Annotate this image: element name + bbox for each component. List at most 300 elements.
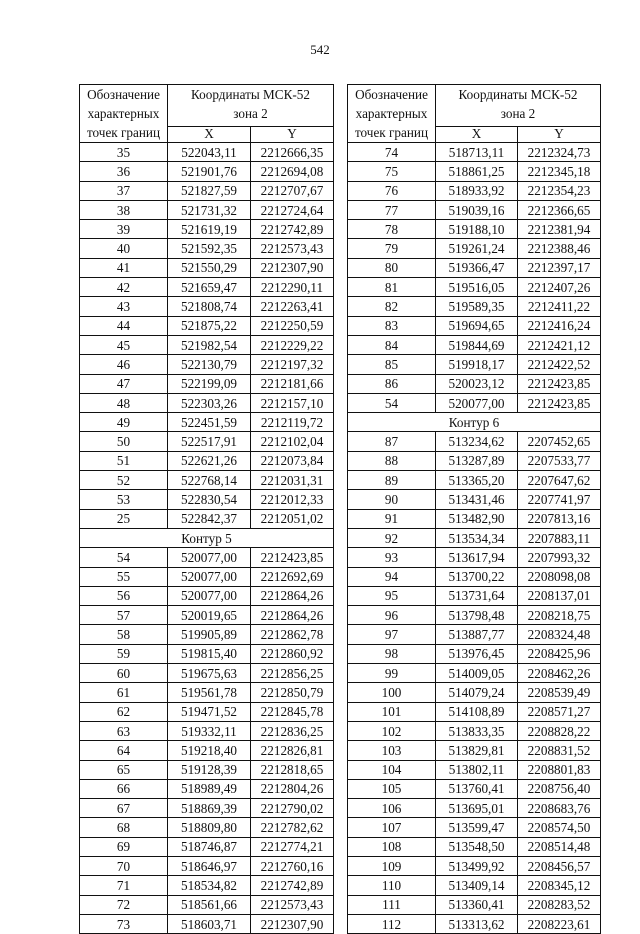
- x-coordinate-cell: 513365,20: [436, 471, 518, 490]
- x-coordinate-cell: 519844,69: [436, 335, 518, 354]
- y-coordinate-cell: 2212862,78: [251, 625, 334, 644]
- point-number-cell: 112: [348, 914, 436, 933]
- x-coordinate-cell: 521592,35: [168, 239, 251, 258]
- point-number-cell: 86: [348, 374, 436, 393]
- y-coordinate-cell: 2208574,50: [518, 818, 601, 837]
- x-coordinate-cell: 519218,40: [168, 741, 251, 760]
- x-coordinate-cell: 521619,19: [168, 220, 251, 239]
- x-coordinate-cell: 519128,39: [168, 760, 251, 779]
- table-row: [348, 471, 601, 490]
- y-coordinate-cell: 2208462,26: [518, 664, 601, 683]
- y-column-header: Y: [251, 126, 334, 142]
- y-coordinate-cell: 2212790,02: [251, 799, 334, 818]
- point-column-header: [80, 85, 168, 143]
- point-number-cell: 54: [348, 393, 436, 412]
- y-coordinate-cell: 2212354,23: [518, 181, 601, 200]
- x-coordinate-cell: 513287,89: [436, 451, 518, 470]
- point-number-cell: 57: [80, 606, 168, 625]
- point-number-cell: 94: [348, 567, 436, 586]
- x-column-header: X: [168, 126, 251, 142]
- x-coordinate-cell: 521808,74: [168, 297, 251, 316]
- x-coordinate-cell: 519332,11: [168, 721, 251, 740]
- y-coordinate-cell: 2212423,85: [251, 548, 334, 567]
- y-coordinate-cell: 2212345,18: [518, 162, 601, 181]
- y-coordinate-cell: 2207741,97: [518, 490, 601, 509]
- point-number-cell: 58: [80, 625, 168, 644]
- table-row: [348, 702, 601, 721]
- point-number-cell: 49: [80, 413, 168, 432]
- y-coordinate-cell: 2212804,26: [251, 779, 334, 798]
- y-coordinate-cell: 2212157,10: [251, 393, 334, 412]
- table-row: [80, 239, 334, 258]
- section-row: [80, 528, 334, 547]
- x-coordinate-cell: 513731,64: [436, 586, 518, 605]
- table-row: [80, 799, 334, 818]
- y-coordinate-cell: 2212324,73: [518, 143, 601, 162]
- point-number-cell: 100: [348, 683, 436, 702]
- point-header-line: Обозначение: [87, 87, 160, 102]
- table-row: [80, 355, 334, 374]
- y-coordinate-cell: 2208223,61: [518, 914, 601, 933]
- table-row: [80, 316, 334, 335]
- y-coordinate-cell: 2212051,02: [251, 509, 334, 528]
- table-row: [348, 432, 601, 451]
- point-number-cell: 106: [348, 799, 436, 818]
- table-row: [348, 528, 601, 547]
- x-coordinate-cell: 513360,41: [436, 895, 518, 914]
- table-row: [80, 721, 334, 740]
- table-row: [348, 220, 601, 239]
- y-coordinate-cell: 2207452,65: [518, 432, 601, 451]
- x-coordinate-cell: 518746,87: [168, 837, 251, 856]
- table-row: [348, 625, 601, 644]
- point-number-cell: 59: [80, 644, 168, 663]
- point-number-cell: 54: [80, 548, 168, 567]
- y-coordinate-cell: 2212250,59: [251, 316, 334, 335]
- table-row: [348, 721, 601, 740]
- x-coordinate-cell: 521731,32: [168, 200, 251, 219]
- table-row: [80, 200, 334, 219]
- point-number-cell: 85: [348, 355, 436, 374]
- table-row: [80, 374, 334, 393]
- table-row: [80, 606, 334, 625]
- x-coordinate-cell: 518603,71: [168, 914, 251, 933]
- point-number-cell: 68: [80, 818, 168, 837]
- table-row: [348, 799, 601, 818]
- x-coordinate-cell: 520077,00: [168, 567, 251, 586]
- table-row: [80, 760, 334, 779]
- table-row: [80, 143, 334, 162]
- x-coordinate-cell: 521982,54: [168, 335, 251, 354]
- point-number-cell: 79: [348, 239, 436, 258]
- x-coordinate-cell: 522043,11: [168, 143, 251, 162]
- x-coordinate-cell: 519675,63: [168, 664, 251, 683]
- table-row: [348, 837, 601, 856]
- point-header-line: Обозначение: [355, 87, 428, 102]
- x-coordinate-cell: 519261,24: [436, 239, 518, 258]
- point-number-cell: 83: [348, 316, 436, 335]
- y-coordinate-cell: 2212290,11: [251, 278, 334, 297]
- x-coordinate-cell: 522451,59: [168, 413, 251, 432]
- page-number: 542: [310, 42, 330, 57]
- x-coordinate-cell: 514009,05: [436, 664, 518, 683]
- point-number-cell: 89: [348, 471, 436, 490]
- point-number-cell: 98: [348, 644, 436, 663]
- coord-header-line: зона 2: [233, 106, 268, 121]
- point-number-cell: 60: [80, 664, 168, 683]
- y-coordinate-cell: 2212774,21: [251, 837, 334, 856]
- coordinates-column-header: [168, 85, 334, 127]
- table-row: [80, 818, 334, 837]
- point-number-cell: 97: [348, 625, 436, 644]
- point-number-cell: 66: [80, 779, 168, 798]
- x-coordinate-cell: 513599,47: [436, 818, 518, 837]
- point-number-cell: 95: [348, 586, 436, 605]
- table-row: [80, 702, 334, 721]
- point-number-cell: 47: [80, 374, 168, 393]
- coord-header-line: Координаты МСК-52: [458, 87, 578, 102]
- x-coordinate-cell: 519188,10: [436, 220, 518, 239]
- x-coordinate-cell: 518869,39: [168, 799, 251, 818]
- x-coordinate-cell: 519471,52: [168, 702, 251, 721]
- point-number-cell: 104: [348, 760, 436, 779]
- table-row: [80, 664, 334, 683]
- x-coordinate-cell: 519918,17: [436, 355, 518, 374]
- table-row: [80, 741, 334, 760]
- table-row: [80, 451, 334, 470]
- y-coordinate-cell: 2212307,90: [251, 914, 334, 933]
- point-number-cell: 90: [348, 490, 436, 509]
- x-coordinate-cell: 513313,62: [436, 914, 518, 933]
- point-number-cell: 92: [348, 528, 436, 547]
- point-column-header: [348, 85, 436, 143]
- y-coordinate-cell: 2212307,90: [251, 258, 334, 277]
- y-coordinate-cell: 2208683,76: [518, 799, 601, 818]
- point-number-cell: 108: [348, 837, 436, 856]
- point-number-cell: 55: [80, 567, 168, 586]
- table-row: [348, 374, 601, 393]
- point-number-cell: 80: [348, 258, 436, 277]
- point-number-cell: 88: [348, 451, 436, 470]
- x-coordinate-cell: 519561,78: [168, 683, 251, 702]
- point-number-cell: 110: [348, 876, 436, 895]
- y-coordinate-cell: 2212181,66: [251, 374, 334, 393]
- table-row: [80, 393, 334, 412]
- point-number-cell: 45: [80, 335, 168, 354]
- table-row: [80, 335, 334, 354]
- table-row: [348, 606, 601, 625]
- y-coordinate-cell: 2212666,35: [251, 143, 334, 162]
- x-coordinate-cell: 513833,35: [436, 721, 518, 740]
- table-row: [348, 278, 601, 297]
- y-coordinate-cell: 2212366,65: [518, 200, 601, 219]
- x-coordinate-cell: 520023,12: [436, 374, 518, 393]
- point-number-cell: 37: [80, 181, 168, 200]
- x-coordinate-cell: 519589,35: [436, 297, 518, 316]
- y-coordinate-cell: 2212864,26: [251, 586, 334, 605]
- y-coordinate-cell: 2212423,85: [518, 374, 601, 393]
- y-coordinate-cell: 2208514,48: [518, 837, 601, 856]
- x-coordinate-cell: 513695,01: [436, 799, 518, 818]
- x-coordinate-cell: 518933,92: [436, 181, 518, 200]
- x-coordinate-cell: 521550,29: [168, 258, 251, 277]
- x-coordinate-cell: 521901,76: [168, 162, 251, 181]
- y-coordinate-cell: 2212422,52: [518, 355, 601, 374]
- y-coordinate-cell: 2212388,46: [518, 239, 601, 258]
- point-number-cell: 72: [80, 895, 168, 914]
- table-row: [80, 471, 334, 490]
- point-number-cell: 70: [80, 856, 168, 875]
- y-coordinate-cell: 2212864,26: [251, 606, 334, 625]
- y-coordinate-cell: 2208345,12: [518, 876, 601, 895]
- y-coordinate-cell: 2212411,22: [518, 297, 601, 316]
- table-row: [80, 509, 334, 528]
- y-coordinate-cell: 2212856,25: [251, 664, 334, 683]
- point-number-cell: 41: [80, 258, 168, 277]
- table-row: [348, 760, 601, 779]
- point-number-cell: 99: [348, 664, 436, 683]
- table-row: [80, 876, 334, 895]
- point-header-line: точек границ: [86, 125, 161, 140]
- y-coordinate-cell: 2207883,11: [518, 528, 601, 547]
- table-row: [80, 413, 334, 432]
- x-coordinate-cell: 513887,77: [436, 625, 518, 644]
- y-coordinate-cell: 2212073,84: [251, 451, 334, 470]
- x-coordinate-cell: 521875,22: [168, 316, 251, 335]
- table-row: [348, 297, 601, 316]
- y-coordinate-cell: 2212818,65: [251, 760, 334, 779]
- x-coordinate-cell: 513534,34: [436, 528, 518, 547]
- table-row: [80, 683, 334, 702]
- x-coordinate-cell: 513829,81: [436, 741, 518, 760]
- point-number-cell: 50: [80, 432, 168, 451]
- table-row: [348, 200, 601, 219]
- y-coordinate-cell: 2212724,64: [251, 200, 334, 219]
- x-coordinate-cell: 522303,26: [168, 393, 251, 412]
- y-coordinate-cell: 2208571,27: [518, 702, 601, 721]
- point-number-cell: 74: [348, 143, 436, 162]
- point-number-cell: 105: [348, 779, 436, 798]
- table-row: [80, 258, 334, 277]
- point-number-cell: 73: [80, 914, 168, 933]
- y-coordinate-cell: 2208539,49: [518, 683, 601, 702]
- table-row: [348, 664, 601, 683]
- point-number-cell: 77: [348, 200, 436, 219]
- point-number-cell: 96: [348, 606, 436, 625]
- coordinates-column-header: [436, 85, 601, 127]
- x-coordinate-cell: 521827,59: [168, 181, 251, 200]
- point-number-cell: 82: [348, 297, 436, 316]
- y-coordinate-cell: 2212850,79: [251, 683, 334, 702]
- y-coordinate-cell: 2212119,72: [251, 413, 334, 432]
- point-number-cell: 93: [348, 548, 436, 567]
- x-coordinate-cell: 518861,25: [436, 162, 518, 181]
- table-row: [80, 625, 334, 644]
- table-row: [348, 355, 601, 374]
- y-coordinate-cell: 2208218,75: [518, 606, 601, 625]
- y-coordinate-cell: 2212782,62: [251, 818, 334, 837]
- table-row: [80, 278, 334, 297]
- y-coordinate-cell: 2212760,16: [251, 856, 334, 875]
- point-number-cell: 65: [80, 760, 168, 779]
- table-row: [348, 335, 601, 354]
- table-row: [80, 490, 334, 509]
- y-coordinate-cell: 2212421,12: [518, 335, 601, 354]
- y-coordinate-cell: 2212694,08: [251, 162, 334, 181]
- y-coordinate-cell: 2207813,16: [518, 509, 601, 528]
- y-coordinate-cell: 2208425,96: [518, 644, 601, 663]
- table-row: [348, 181, 601, 200]
- y-coordinate-cell: 2212423,85: [518, 393, 601, 412]
- section-label: Контур 5: [80, 528, 334, 547]
- y-coordinate-cell: 2207647,62: [518, 471, 601, 490]
- y-coordinate-cell: 2212742,89: [251, 220, 334, 239]
- x-coordinate-cell: 513409,14: [436, 876, 518, 895]
- y-coordinate-cell: 2208324,48: [518, 625, 601, 644]
- table-row: [348, 914, 601, 933]
- point-number-cell: 109: [348, 856, 436, 875]
- x-coordinate-cell: 518713,11: [436, 143, 518, 162]
- x-coordinate-cell: 513499,92: [436, 856, 518, 875]
- point-number-cell: 62: [80, 702, 168, 721]
- x-coordinate-cell: 518809,80: [168, 818, 251, 837]
- point-number-cell: 111: [348, 895, 436, 914]
- point-number-cell: 87: [348, 432, 436, 451]
- x-coordinate-cell: 513798,48: [436, 606, 518, 625]
- x-coordinate-cell: 522768,14: [168, 471, 251, 490]
- table-row: [348, 490, 601, 509]
- y-coordinate-cell: 2212826,81: [251, 741, 334, 760]
- point-number-cell: 38: [80, 200, 168, 219]
- point-number-cell: 69: [80, 837, 168, 856]
- x-coordinate-cell: 518534,82: [168, 876, 251, 895]
- point-number-cell: 39: [80, 220, 168, 239]
- section-row: [348, 413, 601, 432]
- x-coordinate-cell: 519039,16: [436, 200, 518, 219]
- x-coordinate-cell: 522130,79: [168, 355, 251, 374]
- table-row: [348, 876, 601, 895]
- y-column-header: Y: [518, 126, 601, 142]
- point-number-cell: 53: [80, 490, 168, 509]
- x-coordinate-cell: 522621,26: [168, 451, 251, 470]
- table-row: [348, 586, 601, 605]
- x-coordinate-cell: 519516,05: [436, 278, 518, 297]
- y-coordinate-cell: 2212573,43: [251, 895, 334, 914]
- x-coordinate-cell: 522842,37: [168, 509, 251, 528]
- table-row: [348, 393, 601, 412]
- point-number-cell: 64: [80, 741, 168, 760]
- x-coordinate-cell: 513617,94: [436, 548, 518, 567]
- y-coordinate-cell: 2208283,52: [518, 895, 601, 914]
- point-header-line: характерных: [355, 106, 428, 121]
- x-coordinate-cell: 514108,89: [436, 702, 518, 721]
- y-coordinate-cell: 2208137,01: [518, 586, 601, 605]
- point-number-cell: 44: [80, 316, 168, 335]
- y-coordinate-cell: 2208831,52: [518, 741, 601, 760]
- table-row: [348, 818, 601, 837]
- table-row: [80, 220, 334, 239]
- table-row: [348, 258, 601, 277]
- y-coordinate-cell: 2212416,24: [518, 316, 601, 335]
- y-coordinate-cell: 2212381,94: [518, 220, 601, 239]
- section-label: Контур 6: [348, 413, 601, 432]
- x-coordinate-cell: 518561,66: [168, 895, 251, 914]
- point-number-cell: 25: [80, 509, 168, 528]
- x-column-header: X: [436, 126, 518, 142]
- coordinates-table-left: [79, 84, 334, 934]
- table-row: [348, 316, 601, 335]
- x-coordinate-cell: 518646,97: [168, 856, 251, 875]
- table-row: [348, 548, 601, 567]
- table-row: [80, 586, 334, 605]
- table-header-row: [80, 85, 334, 127]
- x-coordinate-cell: 513234,62: [436, 432, 518, 451]
- coord-header-line: Координаты МСК-52: [191, 87, 310, 102]
- point-number-cell: 101: [348, 702, 436, 721]
- y-coordinate-cell: 2212707,67: [251, 181, 334, 200]
- x-coordinate-cell: 513431,46: [436, 490, 518, 509]
- y-coordinate-cell: 2208456,57: [518, 856, 601, 875]
- x-coordinate-cell: 519366,47: [436, 258, 518, 277]
- table-row: [348, 509, 601, 528]
- table-row: [348, 567, 601, 586]
- table-row: [348, 741, 601, 760]
- point-number-cell: 43: [80, 297, 168, 316]
- table-row: [348, 162, 601, 181]
- x-coordinate-cell: 520077,00: [168, 548, 251, 567]
- y-coordinate-cell: 2212229,22: [251, 335, 334, 354]
- point-number-cell: 103: [348, 741, 436, 760]
- table-row: [80, 779, 334, 798]
- y-coordinate-cell: 2207533,77: [518, 451, 601, 470]
- point-number-cell: 81: [348, 278, 436, 297]
- x-coordinate-cell: 513700,22: [436, 567, 518, 586]
- y-coordinate-cell: 2208098,08: [518, 567, 601, 586]
- y-coordinate-cell: 2208801,83: [518, 760, 601, 779]
- x-coordinate-cell: 522830,54: [168, 490, 251, 509]
- x-coordinate-cell: 522517,91: [168, 432, 251, 451]
- point-number-cell: 48: [80, 393, 168, 412]
- x-coordinate-cell: 513760,41: [436, 779, 518, 798]
- coord-header-line: зона 2: [500, 106, 536, 121]
- y-coordinate-cell: 2212012,33: [251, 490, 334, 509]
- x-coordinate-cell: 520019,65: [168, 606, 251, 625]
- table-row: [80, 856, 334, 875]
- point-number-cell: 61: [80, 683, 168, 702]
- point-number-cell: 35: [80, 143, 168, 162]
- point-number-cell: 42: [80, 278, 168, 297]
- y-coordinate-cell: 2212860,92: [251, 644, 334, 663]
- x-coordinate-cell: 513482,90: [436, 509, 518, 528]
- y-coordinate-cell: 2212836,25: [251, 721, 334, 740]
- point-number-cell: 78: [348, 220, 436, 239]
- table-row: [348, 779, 601, 798]
- x-coordinate-cell: 519815,40: [168, 644, 251, 663]
- x-coordinate-cell: 518989,49: [168, 779, 251, 798]
- y-coordinate-cell: 2212692,69: [251, 567, 334, 586]
- point-number-cell: 36: [80, 162, 168, 181]
- point-number-cell: 107: [348, 818, 436, 837]
- x-coordinate-cell: 519694,65: [436, 316, 518, 335]
- y-coordinate-cell: 2212742,89: [251, 876, 334, 895]
- y-coordinate-cell: 2212845,78: [251, 702, 334, 721]
- x-coordinate-cell: 520077,00: [436, 393, 518, 412]
- table-row: [348, 143, 601, 162]
- y-coordinate-cell: 2212197,32: [251, 355, 334, 374]
- table-body: [348, 85, 601, 934]
- x-coordinate-cell: 520077,00: [168, 586, 251, 605]
- x-coordinate-cell: 521659,47: [168, 278, 251, 297]
